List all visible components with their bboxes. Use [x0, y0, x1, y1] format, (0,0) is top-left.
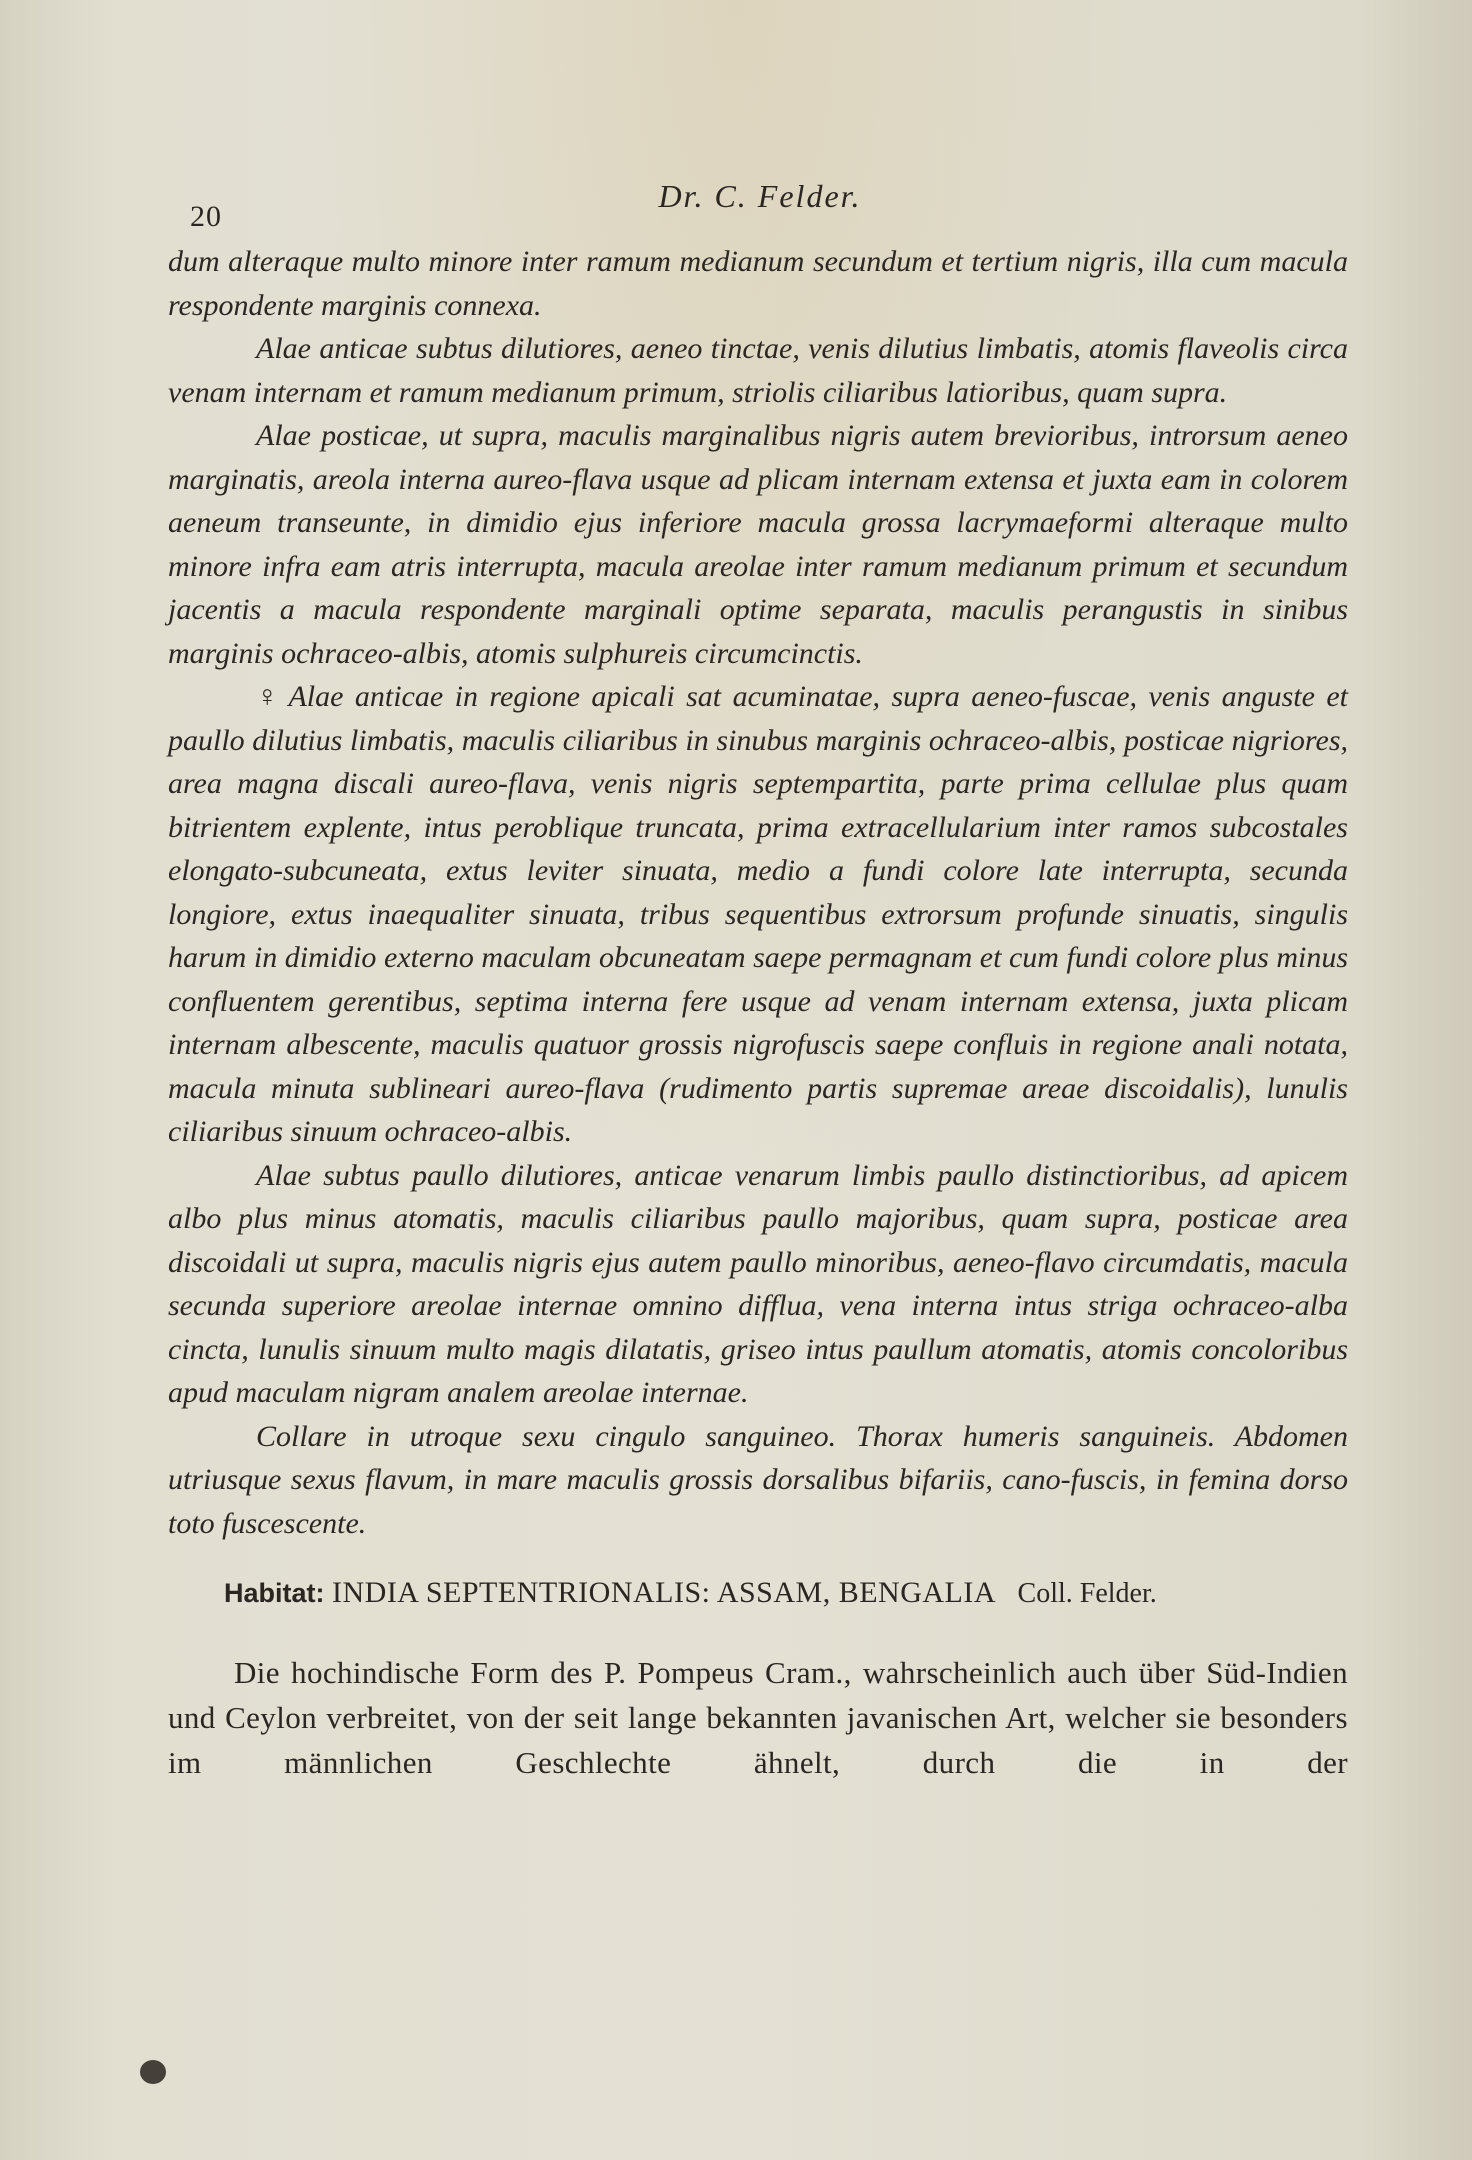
ink-spot [140, 2060, 166, 2084]
latin-paragraph: Alae posticae, ut supra, maculis marginalibus nigris autem brevioribus, introrsum aeneo marginatis, areola interna aureo-flava usque ad plicam internam extensa et juxta eam in colorem aeneum transeunte, in dimidio ejus inferiore macula grossa lacrymaeformi alteraque multo minore infra eam atris interrupta, macula areolae inter ramum medianum primum et secundum jacentis a macula respondente marginali optime separata, maculis perangustis in sinibus marginis ochraceo-albis, atomis sulphureis circumcinctis. [168, 419, 1348, 670]
habitat-label: Habitat: [224, 1578, 325, 1608]
page-header [180, 178, 1340, 238]
habitat-locality: INDIA SEPTENTRIONALIS: ASSAM, BENGALIA [332, 1576, 997, 1609]
latin-description [168, 240, 1348, 1545]
female-symbol: ♀ [256, 680, 283, 713]
habitat-line [168, 1571, 1348, 1616]
running-title: Dr. C. Felder. [658, 178, 862, 214]
latin-paragraph: Alae subtus paullo dilutiores, anticae venarum limbis paullo distinctioribus, ad apicem albo plus minus atomatis, maculis ciliaribus paullo majoribus, quam supra, posticae area discoidali ut supra, maculis nigris ejus autem paullo minoribus, aeneo-flavo circumdatis, macula secunda superiore areolae internae omnino difflua, vena interna intus striga ochraceo-alba cincta, lunulis sinuum multo magis dilatatis, griseo intus paullum atomatis, atomis concoloribus apud maculam nigram analem areolae internae. [168, 1158, 1348, 1409]
german-paragraph: Die hochindische Form des P. Pompeus Cram., wahrscheinlich auch über Süd-Indien und Ceylon verbreitet, von der seit lange bekannten javanischen Art, welcher sie besonders im männlichen Geschlechte ähnelt, durch die in der [168, 1655, 1348, 1780]
habitat-collection: Coll. Felder. [1017, 1578, 1157, 1609]
latin-paragraph: Collare in utroque sexu cingulo sanguineo. Thorax humeris sanguineis. Abdomen utriusque sexus flavum, in mare maculis grossis dorsalibus bifariis, cano-fuscis, in femina dorso toto fuscescente. [168, 1419, 1348, 1540]
page-body [168, 240, 1348, 1816]
latin-paragraph-female [168, 675, 1348, 1154]
latin-paragraph-text: Alae anticae in regione apicali sat acuminatae, supra aeneo-fuscae, venis anguste et paullo dilutius limbatis, maculis ciliaribus in sinubus marginis ochraceo-albis, posticae nigriores, area magna discali aureo-flava, venis nigris septempartita, parte prima cellulae plus quam bitrientem explente, intus peroblique truncata, prima extracellularium inter ramos subcostales elongato-subcuneata, extus leviter sinuata, medio a fundi colore late interrupta, secunda longiore, extus inaequaliter sinuata, tribus sequentibus extrorsum profunde sinuatis, singulis harum in dimidio externo maculam obcuneatam saepe permagnam et cum fundi colore plus minus confluentem gerentibus, septima interna fere usque ad venam internam extensa, juxta plicam internam albescente, maculis quatuor grossis nigrofuscis saepe confluis in regione anali notata, macula minuta sublineari aureo-flava (rudimento partis supremae areae discoidalis), lunulis ciliaribus sinuum ochraceo-albis. [168, 680, 1348, 1148]
latin-paragraph: Alae anticae subtus dilutiores, aeneo tinctae, venis dilutius limbatis, atomis flaveolis circa venam internam et ramum medianum primum, striolis ciliaribus latioribus, quam supra. [168, 332, 1348, 409]
latin-paragraph: dum alteraque multo minore inter ramum medianum secundum et tertium nigris, illa cum macula respondente marginis connexa. [168, 245, 1348, 322]
page-number: 20 [190, 200, 222, 233]
